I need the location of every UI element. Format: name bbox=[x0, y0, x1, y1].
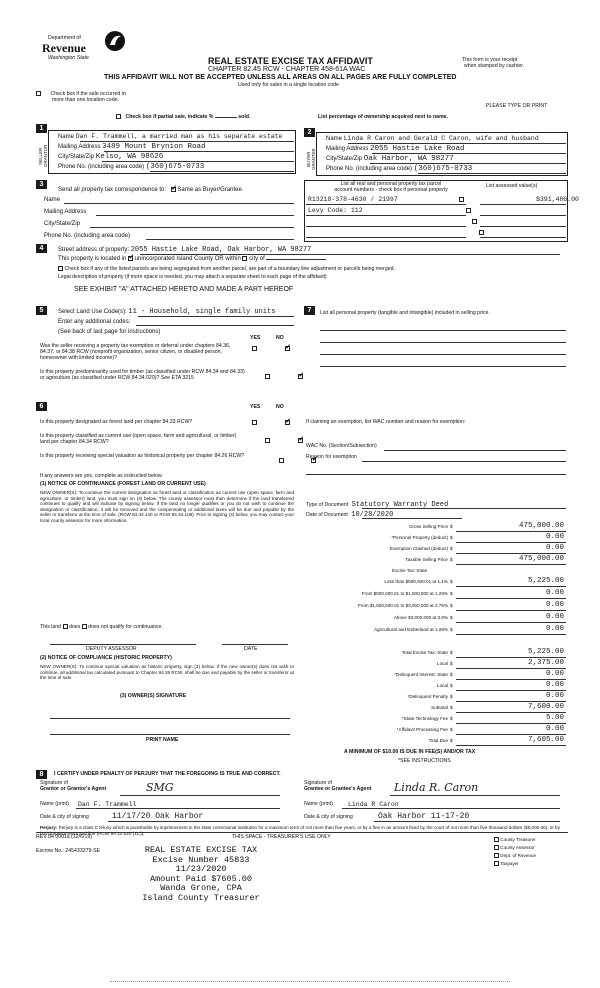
grantee-sig-label2: Grantee or Grantee's Agent bbox=[304, 785, 372, 792]
tax-city-line[interactable] bbox=[90, 227, 294, 228]
section-6 bbox=[36, 402, 300, 746]
calc-row: Less than $500,000.01 at 1.1% $ 5,225.00 bbox=[384, 577, 564, 585]
wac-label: WAC No. (Section/Subsection) bbox=[306, 443, 377, 449]
minimum-due-note: A MINIMUM OF $10.00 IS DUE IN FEE(S) AND/OR TAX bbox=[344, 749, 476, 755]
reason-line-2[interactable] bbox=[306, 474, 566, 475]
dist-taxpayer-checkbox[interactable] bbox=[494, 861, 499, 866]
deputy-signature-line[interactable] bbox=[50, 644, 196, 645]
located-label2: unincorporated Island County OR within bbox=[134, 256, 241, 263]
street-address[interactable]: 2055 Hastie Lake Road, Oak Harbor, WA 98277 bbox=[130, 246, 312, 254]
multi-location-check[interactable]: Check box if the sale occurred in more than one location code. bbox=[36, 91, 126, 104]
calc-row: Agricultural and timberland at 1.28% $ 0.00 bbox=[373, 625, 564, 633]
sec6-q2: Is this property classified as current use (open space, farm and agricultural, or timber) land per chapter 84.34 RCW? bbox=[40, 433, 237, 445]
section-4-badge: 4 bbox=[36, 244, 47, 253]
parcel-number[interactable]: R13218-378-4630 / 21997 bbox=[308, 196, 398, 203]
reason-line[interactable] bbox=[362, 461, 566, 462]
sec6-q1-no[interactable] bbox=[285, 420, 290, 425]
does-not-qualify-checkbox[interactable] bbox=[82, 624, 87, 629]
notice2-title: (2) NOTICE OF COMPLIANCE (HISTORIC PROPERTY) bbox=[40, 655, 172, 661]
grantor-name-label: Name (print) bbox=[40, 801, 69, 807]
sec6-q2-yes[interactable] bbox=[265, 438, 270, 443]
seller-section bbox=[36, 122, 296, 176]
section-1-badge: 1 bbox=[36, 124, 47, 133]
reason-label: Reason for exemption bbox=[306, 454, 357, 460]
tax-name-line[interactable] bbox=[64, 203, 294, 204]
unincorporated-checkbox[interactable] bbox=[128, 256, 133, 261]
dist-assessor-checkbox[interactable] bbox=[494, 845, 499, 850]
escrow-number: Escrow No.: 245433279-SE bbox=[36, 848, 101, 854]
see-back-label: (See back of last page for instructions) bbox=[58, 329, 161, 335]
located-label: This property is located in bbox=[58, 256, 127, 263]
section-5-badge: 5 bbox=[36, 306, 47, 315]
seller-phone-label: Phone No. (including area code) bbox=[58, 164, 145, 170]
grantee-name[interactable]: Linda R Caron bbox=[348, 801, 399, 808]
print-name-label: PRINT NAME bbox=[146, 737, 179, 743]
tax-phone-label: Phone No. (including area code) bbox=[44, 233, 131, 239]
form-chapter: CHAPTER 82.45 RCW - CHAPTER 458-61A WAC bbox=[208, 66, 366, 73]
segregated-checkbox[interactable] bbox=[58, 266, 63, 271]
sec5-q1: Was the seller receiving a property tax exemption or deferral under chapters 84.36, 84.37, or 84.38 RCW (nonprofit organization, senior citizen, or disabled person, homeowner with limited income)? bbox=[40, 343, 231, 361]
sec6-q3: Is this property receiving special valuation as historical property per chapter 84.26 RCW? bbox=[40, 453, 245, 459]
form-subwarning: Used only for sales in a single location code bbox=[238, 82, 339, 88]
city-of-line[interactable] bbox=[266, 259, 326, 260]
partial-sale: Check box if partial sale, indicate % sold. bbox=[116, 114, 250, 121]
calc-block-1 bbox=[306, 522, 568, 637]
sec6-q1: Is this property designated as forest land per chapter 84.33 RCW? bbox=[40, 419, 193, 425]
dist-treasurer-checkbox[interactable] bbox=[494, 837, 499, 842]
seller-vlabel: SELLER GRANTOR bbox=[38, 144, 49, 168]
calc-row: Gross Selling Price $ 475,000.00 bbox=[408, 522, 564, 530]
calc-row: Total Due $ 7,605.00 bbox=[428, 736, 564, 744]
section-8 bbox=[36, 770, 568, 860]
treasurer-use-only: THIS SPACE - TREASURER'S USE ONLY bbox=[232, 834, 331, 840]
sec6-no-header: NO bbox=[276, 404, 284, 410]
grantor-date-city[interactable]: 11/17/20 Oak Harbor bbox=[112, 812, 204, 821]
sec5-q1-yes[interactable] bbox=[252, 346, 257, 351]
tax-city-label: City/State/Zip bbox=[44, 221, 81, 227]
land-use-label: Select Land Use Code(s): bbox=[58, 309, 127, 315]
sec6-q3-yes[interactable] bbox=[279, 458, 284, 463]
dist-revenue-checkbox[interactable] bbox=[494, 853, 499, 858]
grantee-date-city[interactable]: Oak Harbor 11-17-20 bbox=[378, 812, 470, 821]
seller-addr-label: Mailing Address bbox=[58, 144, 101, 150]
owner-signature-label: (3) OWNER(S) SIGNATURE bbox=[120, 693, 187, 699]
city-of-label: city of bbox=[249, 256, 265, 263]
buyer-phone[interactable]: (360)675-0733 bbox=[413, 165, 473, 173]
section-5 bbox=[36, 306, 298, 402]
deputy-date-line[interactable] bbox=[222, 644, 288, 645]
sec5-no-header: NO bbox=[276, 335, 284, 341]
grantor-signature[interactable]: SMG bbox=[146, 781, 174, 794]
buyer-city[interactable]: Oak Harbor, WA 98277 bbox=[363, 155, 454, 163]
buyer-phone-label: Phone No. (including area code) bbox=[326, 166, 413, 172]
does-label: does bbox=[68, 623, 81, 630]
grantor-sig-label1: Signature of bbox=[40, 780, 68, 786]
buyer-vlabel: BUYER GRANTEE bbox=[306, 148, 317, 170]
type-print-note: PLEASE TYPE OR PRINT bbox=[486, 103, 548, 109]
calc-row: Local $ 2,375.00 bbox=[437, 659, 564, 667]
buyer-name[interactable]: Linda R Caron and Gerald C Caron, wife and husband bbox=[343, 135, 539, 142]
personal-property-line-3[interactable] bbox=[320, 354, 566, 355]
sec5-q2: Is this property predominantly used for timber (as classified under RCW 84.34 and 84.33) or agriculture (as classified under RCW 84.34.020)? See ETA 3215 bbox=[40, 369, 245, 381]
sec6-q2-no[interactable] bbox=[298, 438, 303, 443]
send-to-label: Send all property tax correspondence to: bbox=[58, 187, 167, 194]
section-2-badge: 2 bbox=[304, 128, 315, 137]
section-4 bbox=[36, 244, 568, 300]
if-yes-note: If any answers are yes, complete as instructed below. bbox=[40, 473, 163, 479]
calc-row: Local $ 0.00 bbox=[437, 681, 564, 689]
city-of-checkbox[interactable] bbox=[242, 256, 247, 261]
calc-row: Taxable Selling Price $ 475,000.00 bbox=[405, 555, 564, 563]
calc-row: *Personal Property (deduct) $ 0.00 bbox=[391, 533, 564, 541]
does-not-label: does not qualify for continuance. bbox=[88, 623, 163, 630]
personal-property-line-2[interactable] bbox=[320, 342, 566, 343]
same-as-buyer-label: Same as Buyer/Grantee bbox=[177, 187, 242, 194]
calc-row: *Affidavit Processing Fee $ 0.00 bbox=[396, 725, 564, 733]
section-7 bbox=[304, 306, 568, 426]
buyer-section bbox=[304, 124, 568, 178]
seller-city[interactable]: Kelso, WA 98626 bbox=[95, 153, 164, 161]
calc-row: *State Technology Fee $ 5.00 bbox=[401, 714, 564, 722]
grantee-signature[interactable]: Linda R. Caron bbox=[394, 781, 479, 794]
calc-row: Exemption Claimed (deduct) $ 0.00 bbox=[390, 544, 564, 552]
revenue-logo-icon bbox=[104, 30, 126, 52]
personal-property-label: List all personal property (tangible and intangible) included in selling price. bbox=[320, 310, 490, 316]
bottom-scan-line bbox=[110, 981, 510, 982]
seller-addr[interactable]: 3489 Mount Brynion Road bbox=[102, 143, 206, 151]
form-revision: REV 84 0001a (12/6/19) bbox=[36, 834, 92, 840]
parcel-pp-checkbox-2[interactable] bbox=[466, 208, 471, 213]
seller-name-label: Name bbox=[58, 134, 75, 140]
section-8-badge: 8 bbox=[36, 770, 47, 779]
seller-name[interactable]: Dan F. Trammell, a married man as his separate estate bbox=[75, 133, 283, 140]
deputy-date-label: DATE bbox=[244, 646, 258, 652]
personal-property-line-4[interactable] bbox=[320, 366, 566, 367]
buyer-addr[interactable]: 2055 Hastie Lake Road bbox=[370, 145, 465, 153]
exemption-label: If claiming an exemption, list WAC number and reason for exemption: bbox=[306, 419, 466, 425]
tax-addr-label: Mailing Address bbox=[44, 209, 87, 215]
grantee-date-label: Date & city of signing bbox=[304, 814, 353, 820]
parcel-pp-checkbox-1[interactable] bbox=[459, 197, 464, 202]
see-instructions-note: *SEE INSTRUCTIONS bbox=[398, 758, 451, 764]
notice1-title: (1) NOTICE OF CONTINUANCE (FOREST LAND OR CURRENT USE) bbox=[40, 481, 206, 487]
deputy-label: DEPUTY ASSESSOR bbox=[86, 646, 137, 652]
print-name-line[interactable] bbox=[50, 734, 290, 735]
sec5-q2-no[interactable] bbox=[298, 374, 303, 379]
additional-codes-label: Enter any additional codes: bbox=[58, 319, 131, 325]
calc-row: From $1,500,000.01 to $3,000,000 at 2.75% $ 0.00 bbox=[357, 601, 564, 609]
tax-addr-line[interactable] bbox=[96, 215, 294, 216]
grantee-sig-label1: Signature of bbox=[304, 780, 332, 786]
additional-codes-line[interactable] bbox=[136, 325, 294, 326]
qualify-label: This land bbox=[40, 623, 62, 630]
perjury-note: Perjury: Perjury is a class C felony which is punishable by imprisonment in the state correctional institution for a maximum term of not more than five years, or by a fine in an amount fixed by the court of not more than five thousand dollars ($5,000.00), or by both imprisonment and fine (RCW 9A.20.020 (1C)). bbox=[40, 825, 560, 836]
seller-city-label: City/State/Zip bbox=[58, 154, 95, 160]
distribution-list: County Treasurer County Assessor Dept. of Revenue Taxpayer bbox=[494, 836, 536, 868]
legal-description[interactable]: SEE EXHIBIT "A" ATTACHED HERETO AND MADE A PART HEREOF bbox=[74, 286, 294, 293]
buyer-name-label: Name bbox=[326, 136, 343, 142]
notice1-text: NEW OWNER(S): To continue the current designation as forest land or classification as current use (open space, farm and agriculture, or timber) land, you must sign on (3) below. The county assessor must then determine if the land transferred continues to qualify and will indicate by signing below. If the land no longer qualifies or you do not wish to continue the designation or classification, it will be removed and the compensating or additional taxes will be due and payable by the seller or transferor at the time of sale. (RCW 84.33.140 or RCW 84.34.108). Prior to signing (3) below, you may contact your local county assessor for more information. bbox=[40, 490, 294, 523]
grantor-sig-label2: Grantor or Grantor's Agent bbox=[40, 785, 107, 792]
parcel-header1: List all real and personal property tax parcel bbox=[340, 181, 442, 187]
form-warning: THIS AFFIDAVIT WILL NOT BE ACCEPTED UNLESS ALL AREAS ON ALL PAGES ARE FULLY COMPLETED bbox=[104, 74, 457, 81]
parcel-header2: account numbers - check box if personal property bbox=[334, 186, 448, 193]
section-7-badge: 7 bbox=[304, 306, 315, 315]
levy-code[interactable]: Levy Code: 112 bbox=[308, 207, 363, 214]
doc-date-label: Date of Document bbox=[306, 512, 348, 518]
buyer-city-label: City/State/Zip bbox=[326, 156, 363, 162]
sec6-q1-yes[interactable] bbox=[252, 420, 257, 425]
section-3-badge: 3 bbox=[36, 180, 47, 189]
form-title: REAL ESTATE EXCISE TAX AFFIDAVIT bbox=[208, 56, 373, 66]
legal-label: Legal description of property (if more space is needed, you may attach a separate sheet to each page of the affidavit) bbox=[58, 274, 327, 280]
doc-type-label: Type of Document bbox=[306, 502, 349, 508]
grantor-name[interactable]: Dan F. Trammell bbox=[78, 801, 137, 808]
grantee-name-label: Name (print) bbox=[304, 801, 333, 807]
segregated-label: Check box if any of the listed parcels are being segregated from another parcel, are part of a boundary line adjustment or parcels being merged. bbox=[64, 265, 395, 272]
multi-location-checkbox[interactable] bbox=[36, 91, 41, 96]
excise-header: Excise Tax: State bbox=[392, 568, 428, 573]
partial-sale-checkbox[interactable] bbox=[116, 114, 121, 119]
parcel-pp-checkbox-3[interactable] bbox=[472, 219, 477, 224]
sec6-yes-header: YES bbox=[250, 404, 261, 410]
receipt-note: This form is your receipt when stamped by cashier. bbox=[462, 57, 524, 69]
wac-line[interactable] bbox=[384, 450, 566, 451]
land-use-code[interactable]: 11 - Household, single family units bbox=[128, 308, 276, 316]
assessed-header: List assessed value(s) bbox=[486, 183, 538, 189]
certify-statement: I CERTIFY UNDER PENALTY OF PERJURY THAT THE FOREGOING IS TRUE AND CORRECT. bbox=[54, 771, 281, 777]
calc-row: *Delinquent Penalty $ 0.00 bbox=[407, 692, 564, 700]
doc-type[interactable]: Statutory Warranty Deed bbox=[351, 501, 449, 509]
street-label: Street address of property: bbox=[58, 247, 130, 253]
grantor-date-label: Date & city of signing bbox=[40, 814, 89, 820]
dept-line1: Department of bbox=[48, 35, 81, 41]
dept-line2: Revenue bbox=[42, 41, 86, 55]
calc-row: Total Excise Tax: State $ 5,225.00 bbox=[401, 648, 564, 656]
section-6-badge: 6 bbox=[36, 402, 47, 411]
parcel-pp-checkbox-4[interactable] bbox=[479, 230, 484, 235]
sec5-q1-no[interactable] bbox=[285, 346, 290, 351]
calc-block-2 bbox=[306, 648, 568, 747]
ownership-note: List percentage of ownership acquired next to name. bbox=[318, 114, 449, 120]
section-3 bbox=[36, 180, 579, 242]
buyer-addr-label: Mailing Address bbox=[326, 146, 369, 152]
notice2-text: NEW OWNER(S): To continue special valuation as historic property, sign (3) below. If the new owner(s) does not wish to continue, all additional tax calculated pursuant to Chapter 84.26 RCW, shall be due and payable by the seller or transferor at the time of sale. bbox=[40, 664, 294, 681]
assessed-value[interactable]: $391,486.00 bbox=[536, 196, 579, 203]
calc-row: Subtotal $ 7,600.00 bbox=[431, 703, 564, 711]
dept-line3: Washington State bbox=[48, 55, 89, 61]
tax-name-label: Name bbox=[44, 197, 61, 203]
personal-property-line-1[interactable] bbox=[320, 330, 566, 331]
sec5-yes-header: YES bbox=[250, 335, 261, 341]
calc-row: From $500,000.01 to $1,500,000 at 1.28% $ 0.00 bbox=[361, 589, 564, 597]
owner-signature-line[interactable] bbox=[50, 718, 290, 719]
calc-row: *Delinquent Interest: State $ 0.00 bbox=[394, 670, 564, 678]
same-as-buyer-checkbox[interactable] bbox=[171, 187, 176, 192]
doc-date[interactable]: 10/28/2020 bbox=[351, 511, 394, 519]
treasurer-stamp: REAL ESTATE EXCISE TAX Excise Number 45833 11/23/2020 Amount Paid $7605.00 Wanda Grone, CPA Island County Treasurer bbox=[142, 845, 260, 903]
does-qualify-checkbox[interactable] bbox=[63, 624, 68, 629]
tax-phone-line[interactable] bbox=[146, 239, 294, 240]
dor-logo bbox=[38, 30, 138, 66]
seller-phone[interactable]: (360)675-0733 bbox=[145, 163, 205, 171]
sec5-q2-yes[interactable] bbox=[265, 374, 270, 379]
calc-row: Above $3,000,000 at 3.0% $ 0.00 bbox=[393, 613, 564, 621]
